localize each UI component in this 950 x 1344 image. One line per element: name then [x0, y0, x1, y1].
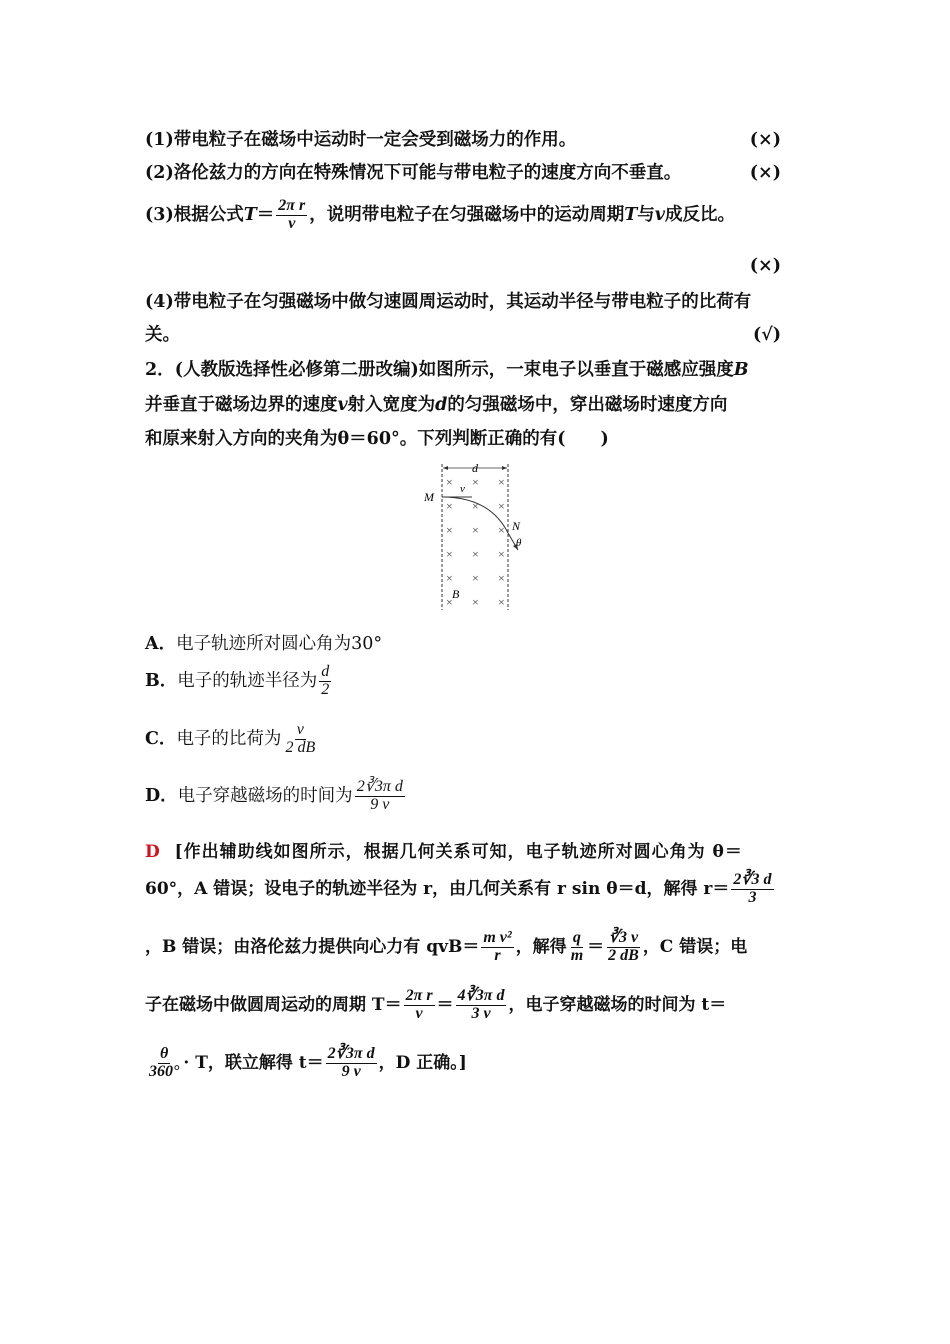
answer-angle-frac [147, 1046, 181, 1081]
field-cross: × [498, 523, 505, 537]
question-line-1 [145, 358, 807, 382]
option-B-num: d [321, 663, 330, 680]
question-line-2 [145, 393, 807, 417]
answer-text-4b: ＝ [436, 994, 454, 1015]
answer-line-4 [145, 988, 726, 1023]
answer-period2-frac [456, 988, 507, 1023]
option-C-den: 2 dB [285, 738, 316, 756]
equals: ＝ [256, 204, 275, 225]
answer-radius-den: 3 [748, 888, 757, 906]
answer-period-num: 2π r [405, 987, 433, 1004]
answer-ratio-num: ∛3 v [608, 929, 639, 946]
answer-radius-frac [731, 872, 773, 907]
field-cross: × [472, 547, 479, 561]
question-number: 2． [145, 360, 175, 380]
label-d: d [472, 461, 478, 475]
option-D-fraction [355, 779, 405, 814]
question-text-2b: 射入宽度为 [347, 395, 436, 415]
option-B-label: B． [145, 670, 178, 691]
var-T: T [243, 204, 257, 225]
field-cross: × [472, 571, 479, 585]
answer-line-2 [145, 872, 776, 907]
judgment-1 [145, 128, 807, 152]
option-B-den: 2 [321, 680, 330, 698]
answer-time-den: 9 v [341, 1062, 361, 1080]
answer-period-frac [404, 988, 435, 1023]
judgment-3-pre: (3)根据公式 [145, 204, 244, 225]
label-v: v [460, 483, 465, 495]
field-cross: × [498, 499, 505, 513]
width-arrow-left-head [443, 466, 448, 470]
label-B: B [452, 587, 460, 601]
field-cross: × [446, 595, 453, 609]
option-D[interactable] [145, 779, 407, 814]
answer-ratio-den: 2 dB [608, 946, 639, 964]
answer-line-5 [145, 1046, 467, 1081]
option-C-fraction [283, 722, 317, 757]
answer-text-5b: ，D 正确。] [378, 1052, 467, 1073]
field-cross: × [446, 475, 453, 489]
frac-num: 2π r [278, 197, 306, 214]
judgment-4-text: (4)带电粒子在匀强磁场中做匀速圆周运动时，其运动半径与带电粒子的比荷有 [145, 292, 752, 312]
field-cross: × [472, 595, 479, 609]
field-cross: × [498, 595, 505, 609]
question-line-3 [145, 427, 807, 451]
answer-period2-den: 3 v [471, 1004, 491, 1022]
answer-ratio-frac [606, 930, 641, 965]
answer-qm-num: q [572, 929, 581, 946]
var-B: B [733, 360, 749, 380]
judgment-1-mark: (×) [749, 130, 781, 150]
field-cross: × [472, 499, 479, 513]
option-B-text: 电子的轨迹半径为 [177, 670, 318, 691]
answer-angle-den: 360° [149, 1062, 180, 1080]
answer-letter: D [145, 842, 161, 862]
field-cross: × [446, 547, 453, 561]
judgment-3-mark: (×) [749, 256, 781, 276]
answer-force-frac [481, 930, 513, 965]
width-arrow-right-head [502, 466, 507, 470]
judgment-4-text2: 关。 [145, 325, 180, 345]
frac-den: v [288, 214, 296, 232]
answer-text-3d: ，C 错误；电 [642, 936, 748, 957]
answer-text-5a: · T，联立解得 t＝ [183, 1052, 324, 1073]
answer-force-den: r [494, 946, 501, 964]
magnetic-field-figure [420, 458, 550, 618]
judgment-1-text: (1)带电粒子在磁场中运动时一定会受到磁场力的作用。 [145, 130, 577, 150]
and-word: 与 [637, 204, 655, 225]
field-cross: × [472, 475, 479, 489]
judgment-4-cont [145, 323, 807, 347]
answer-period-den: v [415, 1004, 423, 1022]
var-v-q: v [337, 395, 348, 415]
answer-text-4a: 子在磁场中做圆周运动的周期 T＝ [145, 994, 402, 1015]
answer-text-3b: ，解得 [515, 936, 567, 957]
question-text-3: 和原来射入方向的夹角为θ＝60°。下列判断正确的有( ) [145, 429, 609, 449]
answer-period2-num: 4∛3π d [457, 987, 505, 1004]
option-B[interactable] [145, 664, 333, 699]
answer-text-3c: ＝ [587, 936, 605, 957]
question-text-2a: 并垂直于磁场边界的速度 [145, 395, 338, 415]
answer-force-num: m v² [483, 929, 512, 946]
option-A-text: 电子轨迹所对圆心角为30° [176, 634, 383, 654]
field-cross: × [446, 571, 453, 585]
option-D-num: 2∛3π d [356, 778, 403, 795]
answer-line-3 [145, 930, 747, 965]
judgment-3-end: 成反比。 [664, 204, 735, 225]
field-cross: × [498, 571, 505, 585]
option-C-num: v [296, 721, 304, 738]
judgment-2-mark: (×) [749, 163, 781, 183]
judgment-4-mark: (√) [752, 325, 781, 345]
label-N: N [512, 519, 521, 533]
judgment-2-text: (2)洛伦兹力的方向在特殊情况下可能与带电粒子的速度方向不垂直。 [145, 163, 682, 183]
option-D-text: 电子穿越磁场的时间为 [177, 785, 353, 806]
var-d: d [435, 395, 448, 415]
field-cross: × [498, 547, 505, 561]
answer-qm-den: m [570, 946, 584, 964]
answer-text-4c: ，电子穿越磁场的时间为 t＝ [508, 994, 727, 1015]
answer-radius-num: 2∛3 d [733, 871, 772, 888]
question-text-1: 如图所示，一束电子以垂直于磁感应强度 [418, 360, 734, 380]
judgment-3-post: ，说明带电粒子在匀强磁场中的运动周期 [309, 204, 625, 225]
answer-time-frac [326, 1046, 377, 1081]
field-cross: × [446, 499, 453, 513]
option-C-text: 电子的比荷为 [176, 728, 282, 749]
fraction-period [276, 198, 307, 233]
field-cross: × [446, 523, 453, 537]
field-cross: × [498, 475, 505, 489]
judgment-2 [145, 161, 807, 185]
field-cross: × [472, 523, 479, 537]
answer-line-1 [145, 837, 807, 862]
option-C-label: C． [145, 728, 177, 749]
judgment-3-mark-line [145, 254, 807, 278]
option-C[interactable] [145, 722, 319, 757]
question-text-2c: 的匀强磁场中，穿出磁场时速度方向 [447, 395, 728, 415]
judgment-3 [145, 198, 807, 233]
option-A-label: A． [145, 634, 177, 654]
option-D-den: 9 v [370, 795, 390, 813]
answer-time-num: 2∛3π d [327, 1045, 375, 1062]
var-v: v [654, 204, 665, 225]
label-theta: θ [516, 537, 522, 549]
label-M: M [424, 490, 434, 504]
answer-text-3a: ，B 错误；由洛伦兹力提供向心力有 qvB＝ [145, 936, 480, 957]
option-B-fraction [319, 664, 331, 699]
var-T2: T [624, 204, 638, 225]
answer-qm-frac [569, 930, 585, 965]
question-source: (人教版选择性必修第二册改编) [174, 360, 419, 380]
answer-angle-num: θ [160, 1045, 169, 1062]
option-D-label: D． [145, 785, 178, 806]
answer-text-1: [作出辅助线如图所示，根据几何关系可知，电子轨迹所对圆心角为 θ＝ [174, 842, 743, 862]
option-A[interactable] [145, 630, 382, 655]
judgment-4 [145, 290, 807, 314]
answer-text-2: 60°，A 错误；设电子的轨迹半径为 r，由几何关系有 r sin θ＝d，解得 r＝ [145, 878, 730, 899]
